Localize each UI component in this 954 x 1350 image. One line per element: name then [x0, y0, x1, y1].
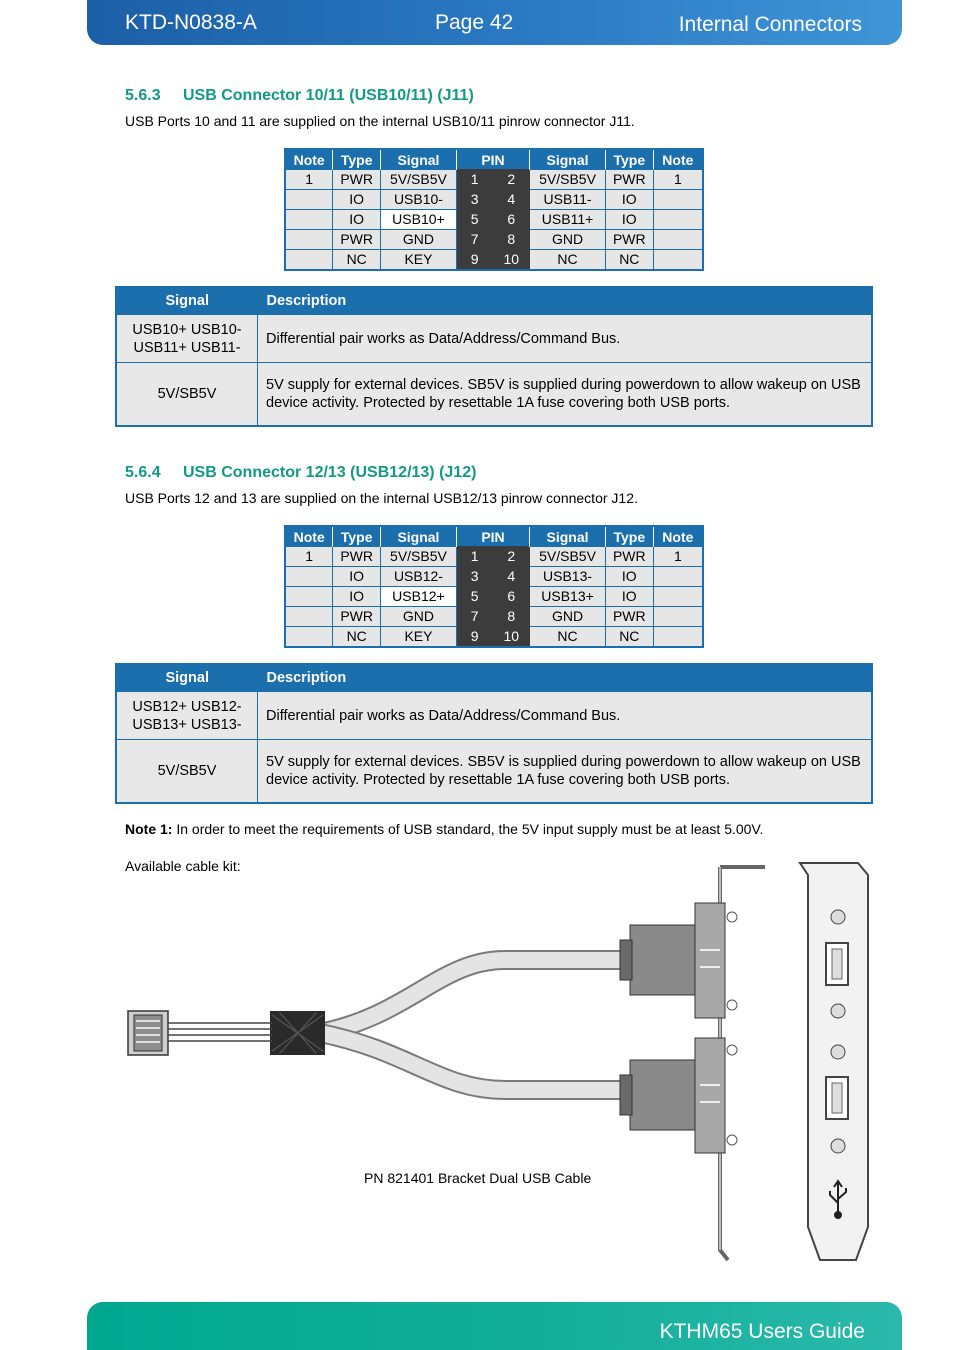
pin-table-cell: USB11-	[530, 190, 606, 210]
pin-table-header-cell: Type	[333, 149, 381, 170]
pin-table	[284, 525, 704, 648]
pin-table-header-cell: Type	[605, 526, 653, 547]
page-footer	[87, 1302, 902, 1350]
signal-line: 5V/SB5V	[157, 386, 217, 402]
pin-table-row	[285, 547, 703, 567]
pin-table-cell: PWR	[605, 170, 653, 190]
signal-cell	[116, 692, 258, 740]
pin-table-cell: PWR	[605, 607, 653, 627]
pin-table-cell: GND	[530, 607, 606, 627]
signal-line: USB10+ USB10-	[132, 321, 242, 338]
bracket-side-view	[620, 867, 765, 1260]
pin-table-row	[285, 567, 703, 587]
pin-table-header-cell: Signal	[530, 149, 606, 170]
desc-table-header-cell: Signal	[116, 287, 258, 315]
pin-table-header-cell: Note	[285, 526, 333, 547]
pin-table-cell: 7	[456, 607, 493, 627]
description-cell: Differential pair works as Data/Address/Command Bus.	[258, 315, 873, 363]
pin-table-cell: IO	[333, 567, 381, 587]
pin-table-cell: PWR	[605, 230, 653, 250]
description-cell: 5V supply for external devices. SB5V is supplied during powerdown to allow wakeup on USB device activity. Protected by resettable 1A fuse covering both USB ports.	[258, 363, 873, 427]
pin-table-cell: USB12-	[381, 567, 457, 587]
cable-wires	[270, 960, 640, 1090]
pin-table-header	[285, 149, 703, 170]
dual-usb-cable-illustration	[120, 855, 890, 1265]
pin-table-cell: 5V/SB5V	[381, 170, 457, 190]
pin-table-cell: 9	[456, 250, 493, 271]
pin-table-cell: KEY	[381, 250, 457, 271]
pin-table-cell	[653, 250, 703, 271]
desc-table-body	[116, 315, 872, 427]
pin-table-row	[285, 627, 703, 648]
pin-table-header-cell: Type	[605, 149, 653, 170]
pin-table-row	[285, 587, 703, 607]
pin-table-cell	[285, 567, 333, 587]
desc-table-row	[116, 740, 872, 804]
pin-table-header	[285, 526, 703, 547]
pin-table-cell	[653, 607, 703, 627]
pin-table-cell: IO	[333, 210, 381, 230]
note-label: Note 1:	[125, 821, 173, 837]
pin-table-cell: USB10+	[381, 210, 457, 230]
pin-table-cell: 2	[493, 170, 530, 190]
pin-table-cell	[285, 230, 333, 250]
pin-table-cell: NC	[530, 627, 606, 648]
pin-table-cell: 1	[653, 170, 703, 190]
pin-table	[284, 148, 704, 271]
signal-line: 5V/SB5V	[157, 763, 217, 779]
pin-table-cell: USB13-	[530, 567, 606, 587]
signal-desc-table	[115, 663, 873, 804]
pin-table-header-cell: Type	[333, 526, 381, 547]
desc-table-body	[116, 692, 872, 804]
pin-table-cell: GND	[381, 607, 457, 627]
desc-table-row	[116, 692, 872, 740]
signal-cell	[116, 363, 258, 427]
desc-table-header-cell: Description	[258, 664, 873, 692]
signal-cell	[116, 740, 258, 804]
pin-table-cell	[653, 190, 703, 210]
pin-table-cell: USB13+	[530, 587, 606, 607]
pin-table-cell	[653, 587, 703, 607]
pin-table-header-cell: Signal	[381, 526, 457, 547]
page-number: Page 42	[435, 11, 514, 34]
signal-line: USB12+ USB12-	[132, 698, 242, 715]
usb-port-lower	[620, 1038, 737, 1153]
pin-table-cell: 5V/SB5V	[530, 170, 606, 190]
pin-table-cell: IO	[605, 587, 653, 607]
pin-table-cell	[653, 230, 703, 250]
pin-table-cell: KEY	[381, 627, 457, 648]
pin-table-cell: PWR	[333, 170, 381, 190]
pin-table-cell: 8	[493, 607, 530, 627]
signal-cell	[116, 315, 258, 363]
pin-table-cell: 10	[493, 250, 530, 271]
pin-table-cell: 5V/SB5V	[381, 547, 457, 567]
usb-port-upper	[620, 903, 737, 1018]
pin-table-cell	[285, 607, 333, 627]
section-intro-usb10-11: USB Ports 10 and 11 are supplied on the internal USB10/11 pinrow connector J11.	[125, 113, 635, 129]
pin-table-cell: 2	[493, 547, 530, 567]
section-name: Internal Connectors	[678, 13, 862, 36]
pin-table-body	[285, 547, 703, 648]
pin-table-cell: 1	[285, 547, 333, 567]
pin-table-cell: NC	[333, 627, 381, 648]
pin-table-row	[285, 607, 703, 627]
pin-table-cell	[285, 627, 333, 648]
pin-table-cell: 4	[493, 190, 530, 210]
signal-line: USB13+ USB13-	[132, 716, 242, 733]
pin-table-row	[285, 170, 703, 190]
pinrow-connector-icon	[128, 1011, 272, 1055]
pin-table-cell: 6	[493, 210, 530, 230]
pin-table-cell: 5	[456, 587, 493, 607]
pin-table-cell: GND	[381, 230, 457, 250]
pin-table-cell: 10	[493, 627, 530, 648]
page-header	[87, 0, 902, 45]
pin-table-cell: USB11+	[530, 210, 606, 230]
desc-table-header-cell: Description	[258, 287, 873, 315]
desc-table-header	[116, 287, 872, 315]
pin-table-cell: NC	[530, 250, 606, 271]
pin-table-cell: NC	[333, 250, 381, 271]
pin-table-header-cell: Note	[653, 526, 703, 547]
desc-table-header	[116, 664, 872, 692]
cable-caption: PN 821401 Bracket Dual USB Cable	[364, 1170, 592, 1186]
pin-table-cell: PWR	[333, 547, 381, 567]
pin-table-cell	[285, 250, 333, 271]
pin-table-cell	[285, 190, 333, 210]
pin-table-cell: 1	[456, 547, 493, 567]
pin-table-cell: 5V/SB5V	[530, 547, 606, 567]
pin-table-cell	[653, 210, 703, 230]
pin-table-body	[285, 170, 703, 271]
description-cell: Differential pair works as Data/Address/Command Bus.	[258, 692, 873, 740]
pin-table-cell: 9	[456, 627, 493, 648]
bracket-front-view	[800, 863, 868, 1260]
section-intro-usb12-13: USB Ports 12 and 13 are supplied on the internal USB12/13 pinrow connector J12.	[125, 490, 638, 506]
pin-table-row	[285, 230, 703, 250]
pin-table-cell: 1	[456, 170, 493, 190]
pin-table-cell: 5	[456, 210, 493, 230]
pin-table-cell: 3	[456, 567, 493, 587]
pin-table-header-cell: PIN	[456, 149, 529, 170]
pin-table-cell: GND	[530, 230, 606, 250]
pin-table-cell: 7	[456, 230, 493, 250]
pin-table-cell: 4	[493, 567, 530, 587]
pin-table-cell: PWR	[605, 547, 653, 567]
signal-line: USB11+ USB11-	[133, 339, 241, 356]
pin-table-cell: IO	[333, 190, 381, 210]
pin-table-header-cell: Signal	[381, 149, 457, 170]
pin-table-header-cell: Note	[653, 149, 703, 170]
pin-table-cell: IO	[333, 587, 381, 607]
pin-table-cell	[653, 567, 703, 587]
description-cell: 5V supply for external devices. SB5V is supplied during powerdown to allow wakeup on USB device activity. Protected by resettable 1A fuse covering both USB ports.	[258, 740, 873, 804]
pin-table-header-cell: PIN	[456, 526, 529, 547]
pin-table-row	[285, 250, 703, 271]
pin-table-cell: IO	[605, 190, 653, 210]
pin-table-cell	[653, 627, 703, 648]
note-paragraph	[125, 821, 763, 837]
cable-kit-heading: Available cable kit:	[125, 858, 241, 874]
pin-table-cell: IO	[605, 567, 653, 587]
footer-title: KTHM65 Users Guide	[659, 1320, 865, 1343]
pin-table-row	[285, 210, 703, 230]
note-text: In order to meet the requirements of USB standard, the 5V input supply must be at least 5.00V.	[172, 821, 764, 837]
pin-table-cell: 8	[493, 230, 530, 250]
pin-table-cell: 1	[285, 170, 333, 190]
section-title-usb12-13: 5.6.4 USB Connector 12/13 (USB12/13) (J12)	[125, 464, 477, 481]
pin-table-header-cell: Note	[285, 149, 333, 170]
desc-table-row	[116, 315, 872, 363]
desc-table-row	[116, 363, 872, 427]
pin-table-cell: PWR	[333, 230, 381, 250]
doc-id: KTD-N0838-A	[125, 11, 257, 34]
pin-table-cell: 6	[493, 587, 530, 607]
pin-table-cell: 3	[456, 190, 493, 210]
pin-table-cell: USB12+	[381, 587, 457, 607]
pin-table-cell: IO	[605, 210, 653, 230]
pin-table-cell: USB10-	[381, 190, 457, 210]
pin-table-cell	[285, 210, 333, 230]
pin-table-cell	[285, 587, 333, 607]
pin-table-cell: 1	[653, 547, 703, 567]
pin-table-header-cell: Signal	[530, 526, 606, 547]
desc-table-header-cell: Signal	[116, 664, 258, 692]
pin-table-row	[285, 190, 703, 210]
pin-table-cell: NC	[605, 627, 653, 648]
pin-table-cell: NC	[605, 250, 653, 271]
section-title-usb10-11: 5.6.3 USB Connector 10/11 (USB10/11) (J11)	[125, 87, 474, 104]
pin-table-cell: PWR	[333, 607, 381, 627]
signal-desc-table	[115, 286, 873, 427]
